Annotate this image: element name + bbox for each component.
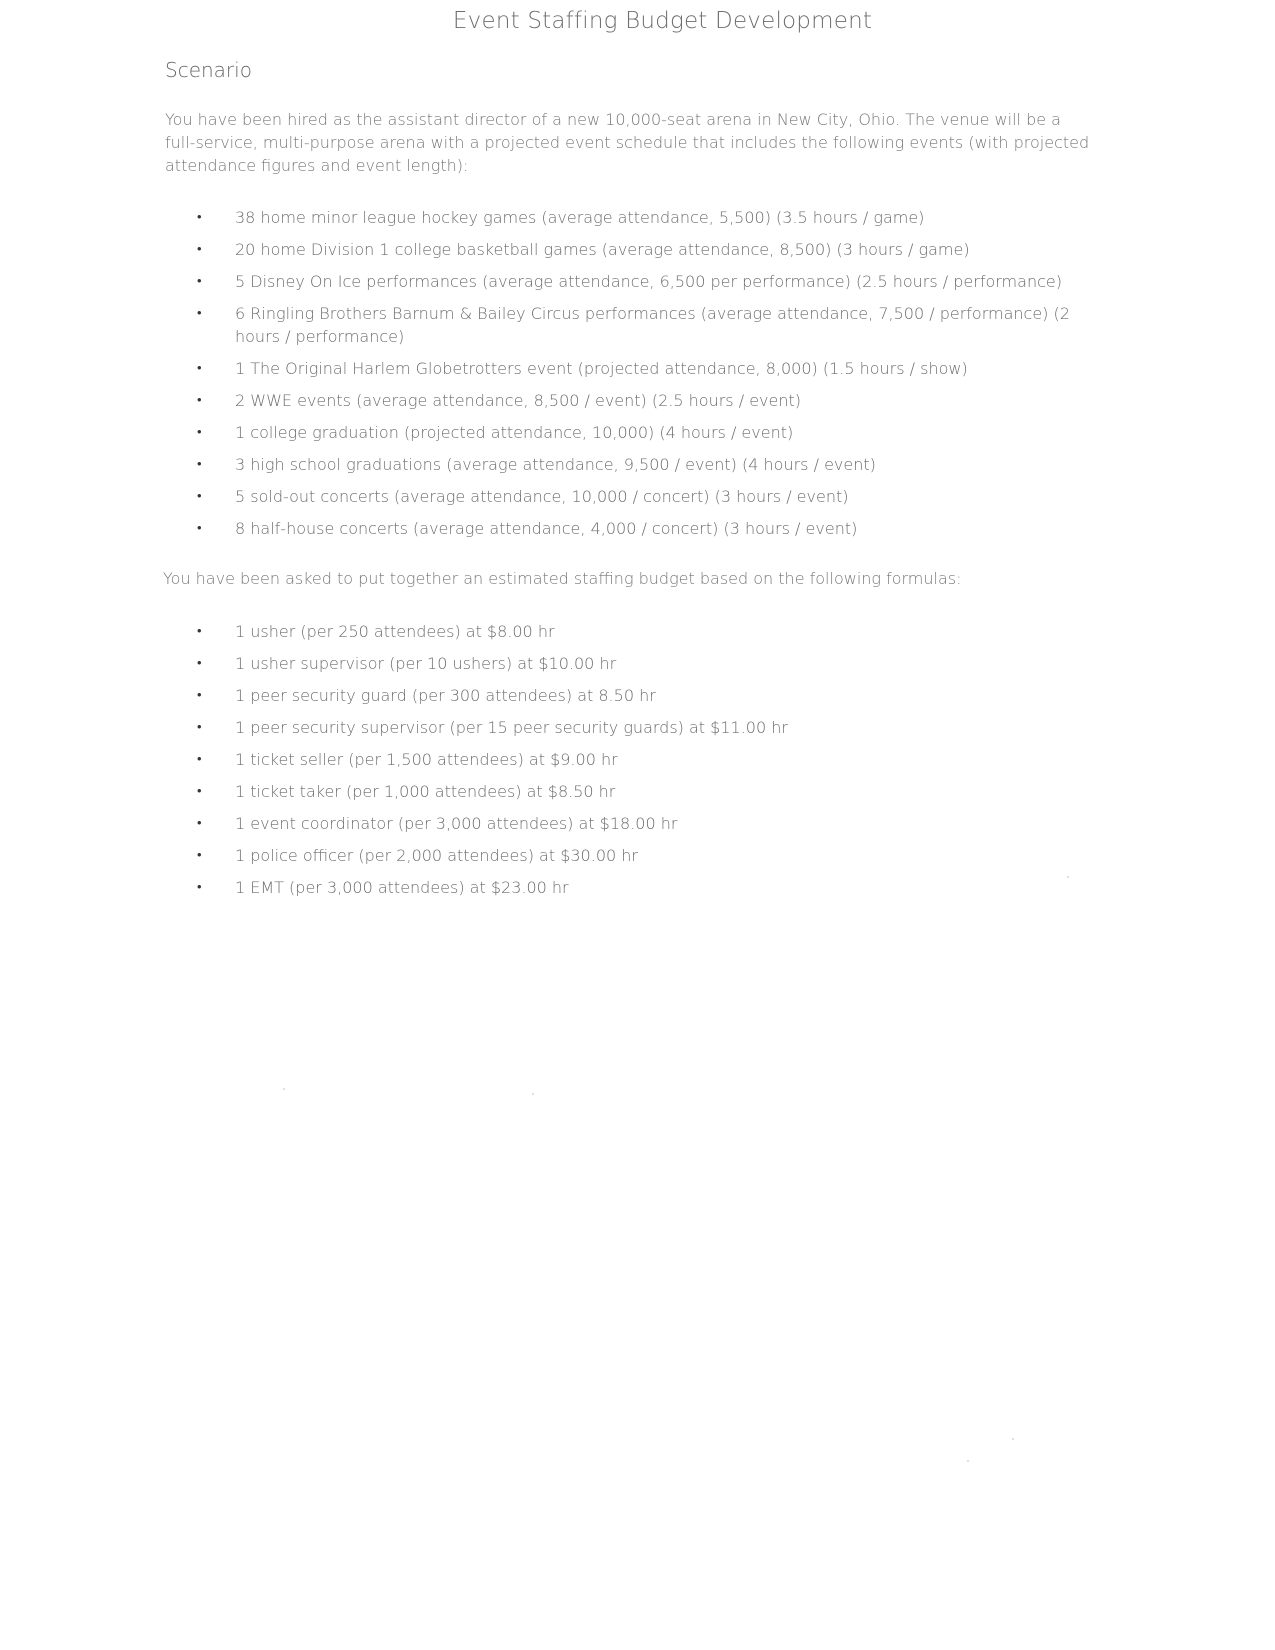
scan-speck: [283, 1088, 285, 1090]
list-item: [197, 421, 1077, 444]
event-item-text: 1 college graduation (projected attendance, 10,000) (4 hours / event): [235, 423, 794, 442]
scan-speck: [1012, 1438, 1014, 1440]
event-schedule-list: [197, 206, 1077, 549]
list-item: [197, 453, 1077, 476]
formula-item-text: 1 event coordinator (per 3,000 attendees) at $18.00 hr: [235, 814, 678, 833]
bullet-icon: •: [197, 752, 202, 767]
formula-item-text: 1 peer security guard (per 300 attendees) at 8.50 hr: [235, 686, 656, 705]
list-item: [197, 517, 1077, 540]
bullet-icon: •: [197, 306, 202, 321]
event-item-text: 20 home Division 1 college basketball games (average attendance, 8,500) (3 hours / game): [235, 240, 970, 259]
list-item: [197, 206, 1077, 229]
formula-item-text: 1 ticket seller (per 1,500 attendees) at $9.00 hr: [235, 750, 618, 769]
budget-intro-paragraph: You have been asked to put together an estimated staffing budget based on the following formulas:: [163, 569, 962, 588]
list-item: [197, 302, 1077, 348]
event-item-text: 1 The Original Harlem Globetrotters event (projected attendance, 8,000) (1.5 hours / show): [235, 359, 968, 378]
event-item-text: 6 Ringling Brothers Barnum & Bailey Circus performances (average attendance, 7,500 / performance) (2 hours / performance): [235, 304, 1070, 346]
bullet-icon: •: [197, 656, 202, 671]
event-item-text: 38 home minor league hockey games (average attendance, 5,500) (3.5 hours / game): [235, 208, 925, 227]
event-item-text: 8 half-house concerts (average attendance, 4,000 / concert) (3 hours / event): [235, 519, 858, 538]
bullet-icon: •: [197, 457, 202, 472]
scan-speck: [532, 1093, 534, 1095]
bullet-icon: •: [197, 425, 202, 440]
bullet-icon: •: [197, 521, 202, 536]
bullet-icon: •: [197, 393, 202, 408]
bullet-icon: •: [197, 242, 202, 257]
staffing-formula-list: [197, 620, 1077, 908]
list-item: [197, 652, 1077, 675]
event-item-text: 2 WWE events (average attendance, 8,500 / event) (2.5 hours / event): [235, 391, 802, 410]
bullet-icon: •: [197, 784, 202, 799]
formula-item-text: 1 EMT (per 3,000 attendees) at $23.00 hr: [235, 878, 569, 897]
event-item-text: 5 sold-out concerts (average attendance, 10,000 / concert) (3 hours / event): [235, 487, 849, 506]
bullet-icon: •: [197, 688, 202, 703]
list-item: [197, 780, 1077, 803]
list-item: [197, 620, 1077, 643]
bullet-icon: •: [197, 624, 202, 639]
list-item: [197, 812, 1077, 835]
scenario-intro-paragraph: You have been hired as the assistant director of a new 10,000-seat arena in New City, Ohio. The venue will be a full-service, multi-purpose arena with a projected event schedule that includes the following events (with projected attendance figures and event length):: [165, 110, 1090, 175]
document-title: Event Staffing Budget Development: [452, 8, 873, 34]
event-item-text: 5 Disney On Ice performances (average attendance, 6,500 per performance) (2.5 hours / performance): [235, 272, 1062, 291]
list-item: [197, 238, 1077, 261]
list-item: [197, 357, 1077, 380]
list-item: [197, 389, 1077, 412]
list-item: [197, 270, 1077, 293]
list-item: [197, 748, 1077, 771]
bullet-icon: •: [197, 720, 202, 735]
section-heading: Scenario: [165, 58, 252, 82]
bullet-icon: •: [197, 274, 202, 289]
bullet-icon: •: [197, 880, 202, 895]
formula-item-text: 1 usher (per 250 attendees) at $8.00 hr: [235, 622, 555, 641]
list-item: [197, 485, 1077, 508]
formula-item-text: 1 peer security supervisor (per 15 peer security guards) at $11.00 hr: [235, 718, 788, 737]
bullet-icon: •: [197, 848, 202, 863]
list-item: [197, 876, 1077, 899]
bullet-icon: •: [197, 361, 202, 376]
formula-item-text: 1 ticket taker (per 1,000 attendees) at $8.50 hr: [235, 782, 616, 801]
list-item: [197, 716, 1077, 739]
scan-speck: [967, 1460, 969, 1462]
bullet-icon: •: [197, 816, 202, 831]
event-item-text: 3 high school graduations (average attendance, 9,500 / event) (4 hours / event): [235, 455, 876, 474]
bullet-icon: •: [197, 210, 202, 225]
scan-speck: [1067, 876, 1069, 878]
formula-item-text: 1 usher supervisor (per 10 ushers) at $10.00 hr: [235, 654, 617, 673]
bullet-icon: •: [197, 489, 202, 504]
formula-item-text: 1 police officer (per 2,000 attendees) at $30.00 hr: [235, 846, 638, 865]
list-item: [197, 684, 1077, 707]
list-item: [197, 844, 1077, 867]
